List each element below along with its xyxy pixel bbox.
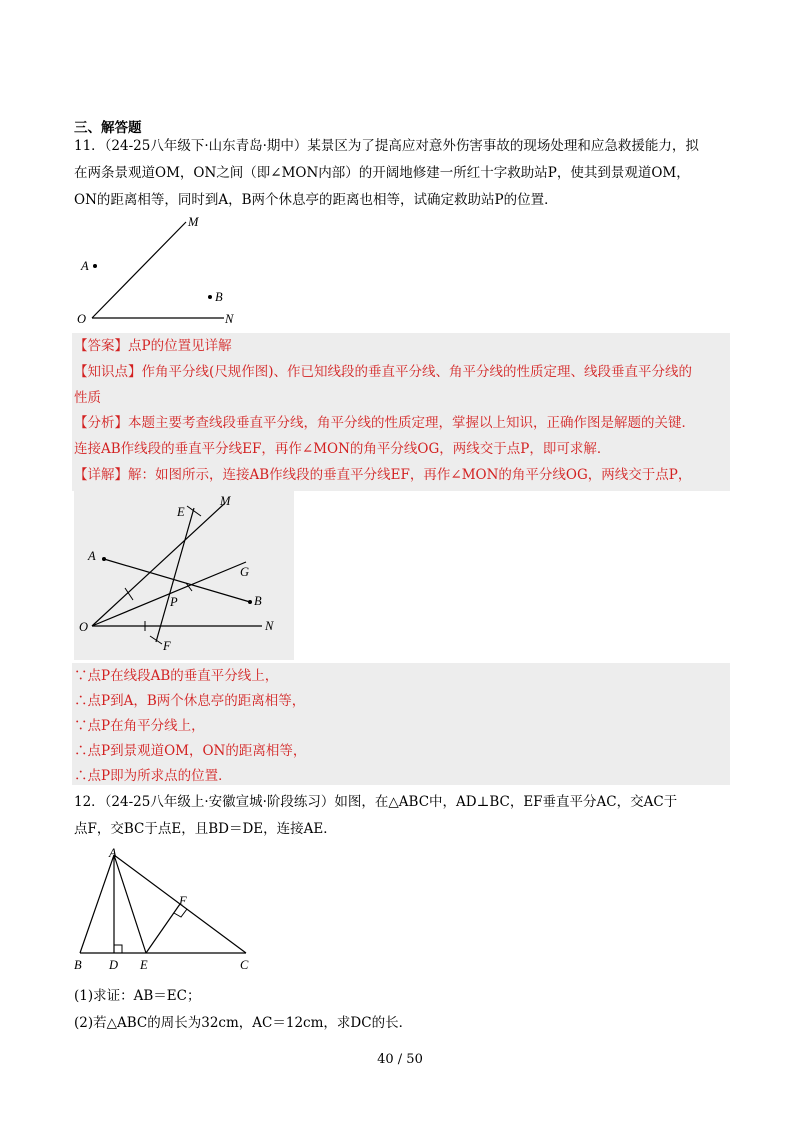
label-o: O: [79, 620, 89, 634]
label-b: B: [215, 290, 223, 304]
label-f: F: [163, 639, 171, 653]
label-c: C: [240, 958, 249, 972]
label-m: M: [220, 494, 231, 508]
label-b: B: [254, 594, 262, 608]
label-n: N: [265, 619, 274, 633]
right-angle-d: [114, 945, 122, 953]
label-a: A: [81, 259, 89, 273]
label-g: G: [240, 565, 250, 579]
segment-ef: [146, 904, 180, 953]
label-m: M: [188, 215, 199, 229]
proof-step-1: ∵点P在线段AB的垂直平分线上，: [74, 668, 279, 684]
answer-tag: 【答案】: [74, 338, 128, 354]
label-f: F: [179, 894, 187, 908]
q12-line-2: 点F，交BC于点E，且BD＝DE，连接AE．: [74, 821, 337, 837]
label-n: N: [225, 312, 234, 326]
q12-part-1: (1)求证：AB＝EC；: [74, 988, 201, 1004]
point-a: [102, 557, 106, 561]
label-p: P: [170, 595, 178, 609]
answer-text: 点P的位置见详解: [128, 338, 232, 354]
solution-figure: [74, 490, 294, 660]
section-title: 三、解答题: [74, 120, 142, 136]
proof-step-2: ∴点P到A，B两个休息亭的距离相等，: [74, 693, 306, 709]
q12-part-2: (2)若△ABC的周长为32cm，AC＝12cm，求DC的长．: [74, 1015, 413, 1031]
label-a: A: [109, 846, 117, 860]
label-e: E: [177, 505, 185, 519]
analysis-line-2: 连接AB作线段的垂直平分线EF，再作∠MON的角平分线OG，两线交于点P，即可求解．: [74, 441, 611, 457]
page-number: 40 / 50: [377, 1052, 423, 1067]
q12-line-1: 12．（24-25八年级上·安徽宣城·阶段练习）如图，在△ABC中，AD⊥BC，EF垂直平分AC，交AC于: [74, 794, 678, 810]
q12-figure: [74, 845, 264, 975]
proof-step-3: ∵点P在角平分线上，: [74, 718, 205, 734]
label-d: D: [109, 958, 119, 972]
point-b: [248, 600, 252, 604]
side-ab: [80, 855, 114, 953]
label-o: O: [77, 312, 87, 326]
q11-line-1: 11．（24-25八年级下·山东青岛·期中）某景区为了提高应对意外伤害事故的现场处理和应急救援能力，拟: [74, 138, 699, 154]
q11-line-3: ON的距离相等，同时到A，B两个休息亭的距离也相等，试确定救助站P的位置．: [74, 192, 558, 208]
detail-line: [74, 466, 691, 484]
answer-line: [74, 337, 232, 355]
analysis-text: 本题主要考查线段垂直平分线，角平分线的性质定理，掌握以上知识，正确作图是解题的关键．: [128, 415, 695, 431]
label-e: E: [140, 958, 148, 972]
analysis-tag: 【分析】: [74, 415, 128, 431]
segment-ae: [114, 855, 146, 953]
label-a: A: [88, 549, 96, 563]
analysis-line: [74, 414, 695, 432]
knowledge-line: [74, 363, 692, 381]
proof-step-4: ∴点P到景观道OM，ON的距离相等，: [74, 743, 307, 759]
knowledge-text: 作角平分线(尺规作图)、作已知线段的垂直平分线、角平分线的性质定理、线段垂直平分线的: [141, 364, 693, 380]
detail-text: 解：如图所示，连接AB作线段的垂直平分线EF，再作∠MON的角平分线OG，两线交于点P，: [128, 467, 692, 483]
detail-tag: 【详解】: [74, 467, 128, 483]
ray-om: [92, 222, 186, 318]
knowledge-tag: 【知识点】: [74, 364, 142, 380]
q11-line-2: 在两条景观道OM，ON之间（即∠MON内部）的开阔地修建一所红十字救助站P，使其到景观道OM，: [74, 165, 690, 181]
point-b: [208, 295, 212, 299]
label-b: B: [74, 958, 82, 972]
point-a: [93, 264, 97, 268]
knowledge-line-2: 性质: [74, 390, 101, 406]
proof-step-5: ∴点P即为所求点的位置．: [74, 768, 232, 784]
q11-figure: [74, 210, 254, 330]
